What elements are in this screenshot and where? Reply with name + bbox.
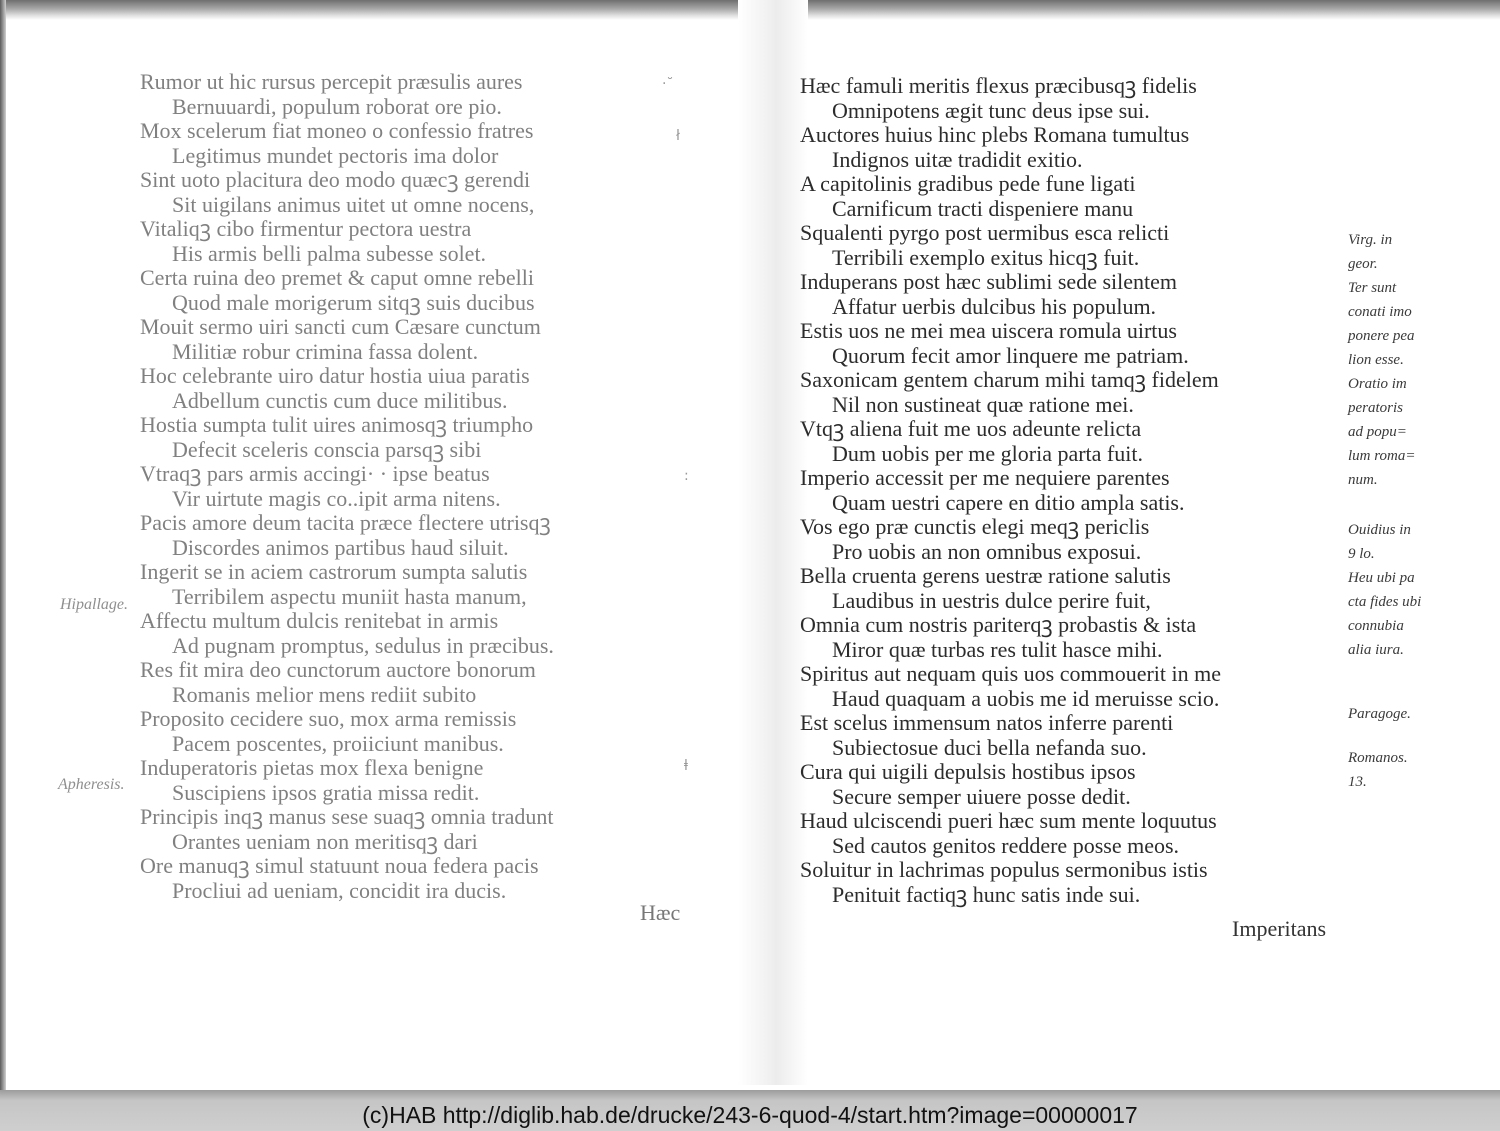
- verse-line: Cura qui uigili depulsis hostibus ipsos: [800, 759, 1136, 784]
- verse-line: Soluitur in lachrimas populus sermonibus istis: [800, 857, 1208, 882]
- verse-line: Sit uigilans animus uitet ut omne nocens,: [172, 191, 535, 217]
- verse-line: Haud ulciscendi pueri hæc sum mente loquutus: [800, 808, 1217, 833]
- verse-line: Miror quæ turbas res tulit hasce mihi.: [832, 636, 1163, 662]
- verse-line: Mouit sermo uiri sancti cum Cæsare cunctum: [140, 314, 541, 339]
- book-gutter: [738, 0, 808, 1085]
- margin-note: ad popu=: [1348, 424, 1407, 440]
- verse-line: Bernuuardi, populum roborat ore pio.: [172, 93, 502, 119]
- verse-line: Mox scelerum fiat moneo o confessio fratres: [140, 118, 534, 143]
- verse-line: Nil non sustineat quæ ratione mei.: [832, 391, 1134, 417]
- margin-note: Heu ubi pa: [1348, 570, 1415, 586]
- margin-note: cta fides ubi: [1348, 594, 1422, 610]
- verse-line: Hoc celebrante uiro datur hostia uiua paratis: [140, 363, 530, 388]
- margin-note: Ouidius in: [1348, 522, 1411, 538]
- verse-line: Ore manuqꝫ simul statuunt noua federa pacis: [140, 853, 539, 878]
- verse-line: Defecit sceleris conscia parsqꝫ sibi: [172, 436, 482, 462]
- verse-line: Romanis melior mens rediit subito: [172, 681, 477, 707]
- margin-note: Virg. in: [1348, 232, 1393, 248]
- bleed-mark: ·˘: [662, 76, 674, 92]
- verse-line: Haud quaquam a uobis me id meruisse scio.: [832, 685, 1220, 711]
- verse-line: Penituit factiqꝫ hunc satis inde sui.: [832, 881, 1141, 907]
- verse-line: Terribili exemplo exitus hicqꝫ fuit.: [832, 244, 1140, 270]
- margin-note: Ter sunt: [1348, 280, 1397, 296]
- verse-line: Spiritus aut nequam quis uos commouerit in me: [800, 661, 1222, 686]
- margin-note: 9 lo.: [1348, 546, 1375, 562]
- verse-line: Ingerit se in aciem castrorum sumpta salutis: [140, 559, 528, 584]
- left-catchword: Hæc: [640, 900, 681, 925]
- margin-note: ponere pea: [1348, 328, 1415, 344]
- margin-note-hipallage: Hipallage.: [60, 596, 128, 613]
- verse-line: Saxonicam gentem charum mihi tamqꝫ fidelem: [800, 367, 1219, 392]
- margin-note: Oratio im: [1348, 376, 1407, 392]
- verse-line: Vtraqꝫ pars armis accingi· · ipse beatus: [140, 461, 490, 486]
- verse-line: Imperio accessit per me nequiere parentes: [800, 465, 1170, 490]
- verse-line: Induperans post hæc sublimi sede silentem: [800, 269, 1177, 294]
- verse-line: Discordes animos partibus haud siluit.: [172, 534, 509, 560]
- margin-note-apheresis: Apheresis.: [58, 776, 125, 793]
- right-page-verse: [800, 74, 1221, 907]
- verse-line: Vir uirtute magis co..ipit arma nitens.: [172, 485, 501, 511]
- margin-note: Paragoge.: [1348, 706, 1411, 722]
- verse-line: Indignos uitæ tradidit exitio.: [832, 146, 1083, 172]
- verse-line: Vos ego præ cunctis elegi meqꝫ periclis: [800, 514, 1150, 539]
- verse-line: Pro uobis an non omnibus exposui.: [832, 538, 1142, 564]
- verse-line: Vitaliqꝫ cibo firmentur pectora uestra: [140, 216, 472, 241]
- verse-line: Adbellum cunctis cum duce militibus.: [172, 387, 508, 413]
- margin-note: peratoris: [1348, 400, 1404, 416]
- verse-line: Sed cautos genitos reddere posse meos.: [832, 832, 1180, 858]
- margin-note: 13.: [1348, 774, 1367, 790]
- copyright-url[interactable]: (c)HAB http://diglib.hab.de/drucke/243-6-quod-4/start.htm?image=00000017: [362, 1102, 1138, 1128]
- bleed-mark: :: [684, 468, 689, 484]
- verse-line: Laudibus in uestris dulce perire fuit,: [832, 587, 1151, 613]
- bleed-mark: ł: [676, 128, 680, 144]
- verse-line: Orantes ueniam non meritisqꝫ dari: [172, 828, 478, 854]
- verse-line: Suscipiens ipsos gratia missa redit.: [172, 779, 480, 805]
- verse-line: Militiæ robur crimina fassa dolent.: [172, 338, 479, 364]
- verse-line: Omnia cum nostris pariterqꝫ probastis & ista: [800, 612, 1197, 637]
- right-catchword: Imperitans: [1232, 916, 1327, 941]
- margin-note: alia iura.: [1348, 642, 1404, 658]
- verse-line: Hostia sumpta tulit uires animosqꝫ triumpho: [140, 412, 534, 437]
- left-page-verse: [140, 70, 554, 903]
- verse-line: Vtqꝫ aliena fuit me uos adeunte relicta: [800, 416, 1142, 441]
- verse-line: Auctores huius hinc plebs Romana tumultus: [800, 122, 1190, 147]
- margin-note: lion esse.: [1348, 352, 1404, 368]
- verse-line: Legitimus mundet pectoris ima dolor: [172, 142, 499, 168]
- verse-line: Secure semper uiuere posse dedit.: [832, 783, 1131, 809]
- verse-line: Rumor ut hic rursus percepit præsulis aures: [140, 69, 523, 94]
- verse-line: Proposito cecidere suo, mox arma remissis: [140, 706, 517, 731]
- scan-left-edge: [0, 0, 6, 1090]
- verse-line: Quam uestri capere en ditio ampla satis.: [832, 489, 1185, 515]
- verse-line: Hæc famuli meritis flexus præcibusqꝫ fidelis: [800, 73, 1197, 98]
- verse-line: Squalenti pyrgo post uermibus esca relicti: [800, 220, 1170, 245]
- margin-note: conati imo: [1348, 304, 1412, 320]
- verse-line: Induperatoris pietas mox flexa benigne: [140, 755, 484, 780]
- verse-line: Carnificum tracti dispeniere manu: [832, 195, 1134, 221]
- verse-line: Subiectosue duci bella nefanda suo.: [832, 734, 1147, 760]
- verse-line: Bella cruenta gerens uestræ ratione salutis: [800, 563, 1171, 588]
- verse-line: Sint uoto placitura deo modo quæcꝫ gerendi: [140, 167, 531, 192]
- verse-line: Affatur uerbis dulcibus his populum.: [832, 293, 1157, 319]
- verse-line: Estis uos ne mei mea uiscera romula uirtus: [800, 318, 1177, 343]
- margin-note: geor.: [1348, 256, 1378, 272]
- verse-line: Omnipotens ægit tunc deus ipse sui.: [832, 97, 1150, 123]
- margin-note: num.: [1348, 472, 1378, 488]
- verse-line: Certa ruina deo premet & caput omne rebelli: [140, 265, 535, 290]
- verse-line: Quod male morigerum sitqꝫ suis ducibus: [172, 289, 535, 315]
- margin-note: lum roma=: [1348, 448, 1416, 464]
- verse-line: Pacem poscentes, proiiciunt manibus.: [172, 730, 504, 756]
- verse-line: A capitolinis gradibus pede fune ligati: [800, 171, 1136, 196]
- bleed-mark: ⱡ: [684, 758, 688, 774]
- verse-line: Affectu multum dulcis renitebat in armis: [140, 608, 499, 633]
- verse-line: Pacis amore deum tacita præce flectere utrisqꝫ: [140, 510, 551, 535]
- verse-line: Ad pugnam promptus, sedulus in præcibus.: [172, 632, 554, 658]
- verse-line: Procliui ad ueniam, concidit ira ducis.: [172, 877, 507, 903]
- verse-line: Est scelus immensum natos inferre parenti: [800, 710, 1174, 735]
- verse-line: His armis belli palma subesse solet.: [172, 240, 487, 266]
- margin-note: connubia: [1348, 618, 1404, 634]
- verse-line: Principis inqꝫ manus sese suaqꝫ omnia tradunt: [140, 804, 554, 829]
- verse-line: Terribilem aspectu muniit hasta manum,: [172, 583, 527, 609]
- verse-line: Quorum fecit amor linquere me patriam.: [832, 342, 1189, 368]
- verse-line: Res fit mira deo cunctorum auctore bonorum: [140, 657, 536, 682]
- margin-note: Romanos.: [1348, 750, 1408, 766]
- verse-line: Dum uobis per me gloria parta fuit.: [832, 440, 1143, 466]
